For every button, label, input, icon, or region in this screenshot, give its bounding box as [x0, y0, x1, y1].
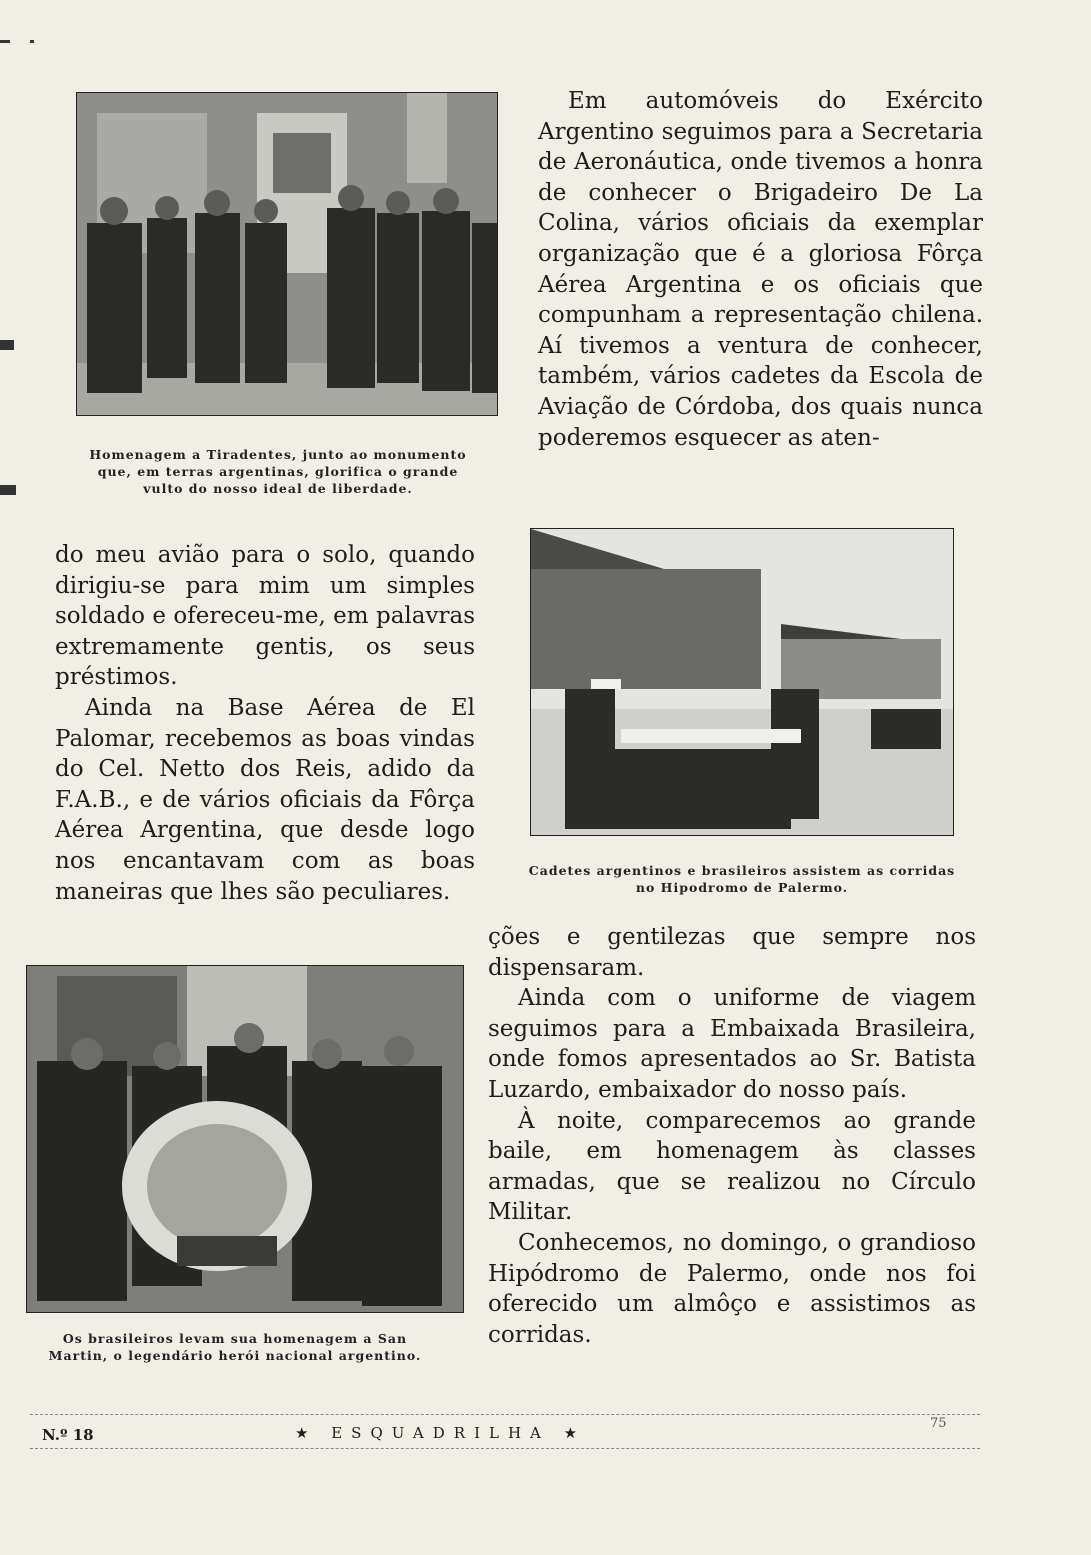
right-column-bottom-text: [488, 922, 976, 1350]
photo-san-martin-wreath: [26, 965, 464, 1313]
photo-tiradentes-ceremony: [76, 92, 498, 416]
issue-number: N.º 18: [42, 1426, 94, 1444]
paragraph: Ainda na Base Aérea de El Palomar, recebemos as boas vindas do Cel. Netto dos Reis, adido da F.A.B., e de vários oficiais da Fôrça Aérea Argentina, que desde logo nos encantavam com as boas maneiras que lhes são peculiares.: [55, 694, 475, 905]
paragraph: Ainda com o uniforme de viagem seguimos para a Embaixada Brasileira, onde fomos apresentados ao Sr. Batista Luzardo, embaixador do nosso país.: [488, 985, 976, 1103]
page-footer: [30, 1412, 980, 1452]
binding-mark: [0, 340, 14, 350]
paragraph: do meu avião para o solo, quando dirigiu-se para mim um simples soldado e ofereceu-me, em palavras extremamente gentis, os seus préstimos.: [55, 542, 475, 691]
right-column-top-text: [538, 86, 983, 453]
paragraph: À noite, comparecemos ao grande baile, em homenagem às classes armadas, que se realizou no Círculo Militar.: [488, 1107, 976, 1226]
paragraph: Em automóveis do Exército Argentino seguimos para a Secretaria de Aeronáutica, onde tivemos a honra de conhecer o Brigadeiro De La Colina, vários oficiais da exemplar organização que é a gloriosa Fôrça Aérea Argentina e os oficiais que compunham a representação chilena. Aí tivemos a ventura de conhecer, também, vários cadetes da Escola de Aviação de Córdoba, dos quais nunca poderemos esquecer as aten-: [538, 88, 983, 451]
footer-rule-top: [30, 1414, 980, 1419]
binding-mark: [30, 40, 34, 43]
caption-san-martin: Os brasileiros levam sua homenagem a San Martin, o legendário herói nacional argentino.: [48, 1331, 422, 1363]
photo-san-martin-drawing: [27, 966, 463, 1312]
paragraph: Conhecemos, no domingo, o grandioso Hipódromo de Palermo, onde nos foi oferecido um almôço e assistimos as corridas.: [488, 1229, 976, 1348]
footer-rule-bottom: [30, 1448, 980, 1453]
magazine-title: ★ ESQUADRILHA ★: [295, 1424, 587, 1442]
caption-tiradentes: Homenagem a Tiradentes, junto ao monumento que, em terras argentinas, glorifica o grande vulto do nosso ideal de liberdade.: [89, 447, 467, 496]
binding-mark: [0, 485, 16, 495]
photo-hipodromo-drawing: [531, 529, 953, 835]
left-column-text: [55, 540, 475, 907]
caption-hipodromo: Cadetes argentinos e brasileiros assistem as corridas no Hipodromo de Palermo.: [528, 863, 956, 895]
photo-tiradentes-drawing: [77, 93, 497, 415]
binding-mark: [0, 40, 10, 43]
page-number: 75: [930, 1416, 947, 1431]
photo-hipodromo-cadets: [530, 528, 954, 836]
paragraph: ções e gentilezas que sempre nos dispensaram.: [488, 924, 976, 981]
